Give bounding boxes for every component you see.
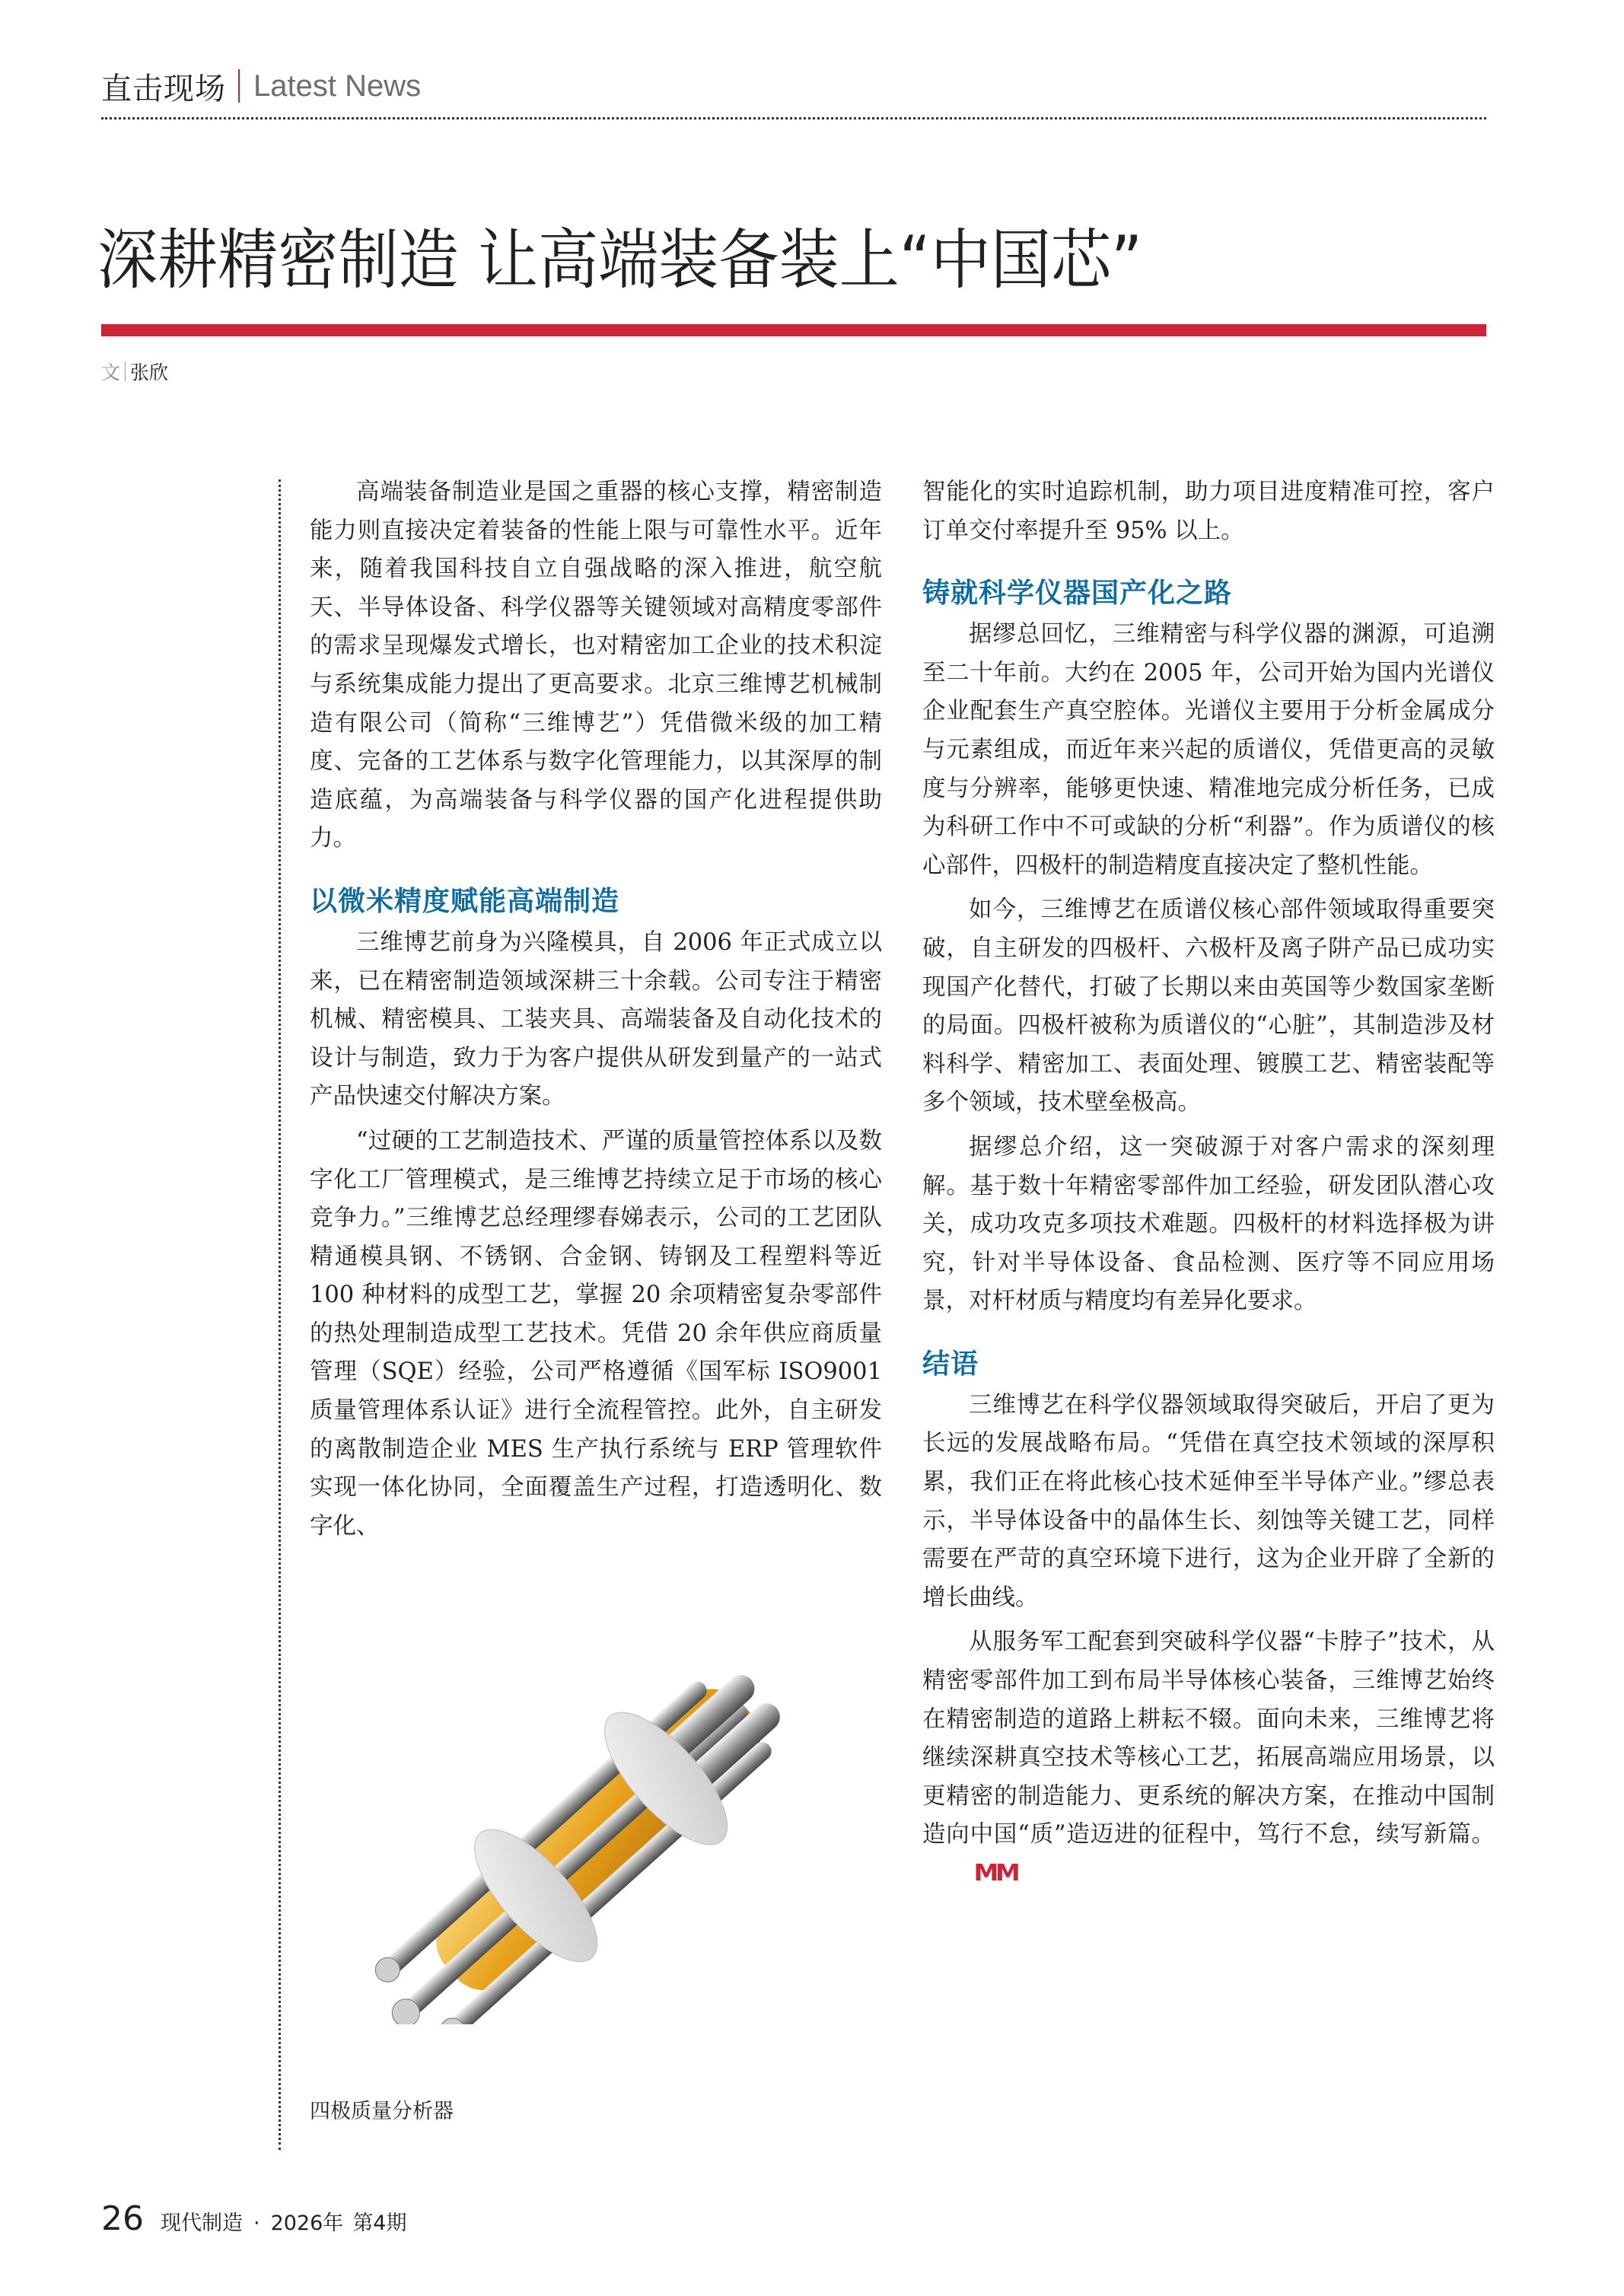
- right-column: [922, 473, 1495, 1900]
- byline: [101, 358, 168, 385]
- product-image: [310, 1659, 882, 2024]
- publication-name: 现代制造: [161, 2212, 243, 2235]
- section1-paragraph-1: 三维博艺前身为兴隆模具，自 2006 年正式成立以来，已在精密制造领域深耕三十余载。公司专注于精密机械、精密模具、工装夹具、高端装备及自动化技术的设计与制造，致力于为客户提供从研发到量产的一站式产品快速交付解决方案。: [310, 928, 882, 1110]
- figure-caption: 四极质量分析器: [310, 2100, 454, 2123]
- header-dotted-rule: [101, 117, 1486, 119]
- section-title-en: Latest News: [253, 68, 422, 103]
- page-footer: [101, 2199, 407, 2238]
- intro-paragraph: 高端装备制造业是国之重器的核心支撑，精密制造能力则直接决定着装备的性能上限与可靠性水平。近年来，随着我国科技自立自强战略的深入推进，航空航天、半导体设备、科学仪器等关键领域对高精度零部件的需求呈现爆发式增长，也对精密加工企业的技术积淀与系统集成能力提出了更高要求。北京三维博艺机械制造有限公司（简称“三维博艺”）凭借微米级的加工精度、完备的工艺体系与数字化管理能力，以其深厚的制造底蕴，为高端装备与科学仪器的国产化进程提供助力。: [310, 479, 882, 852]
- section1-paragraph-2: “过硬的工艺制造技术、严谨的质量管控体系以及数字化工厂管理模式，是三维博艺持续立足于市场的核心竞争力。”三维博艺总经理缪春娣表示，公司的工艺团队精通模具钢、不锈钢、合金钢、铸钢及工程塑料等近 100 种材料的成型工艺，掌握 20 余项精密复杂零部件的热处理制造成型工艺技术。凭借 20 余年供应商质量管理（SQE）经验，公司严格遵循《国军标 ISO9001 质量管理体系认证》进行全流程管控。此外，自主研发的离散制造企业 MES 生产执行系统与 ERP 管理软件实现一体化协同，全面覆盖生产过程，打造透明化、数字化、: [310, 1127, 882, 1540]
- page-number: 26: [101, 2199, 144, 2238]
- section-heading-2: 铸就科学仪器国产化之路: [922, 578, 1233, 610]
- issue-number: 第4期: [352, 2212, 407, 2235]
- section3-paragraph-2: [922, 1623, 1495, 1893]
- footer-separator: ·: [253, 2212, 260, 2235]
- continuation-paragraph: 智能化的实时追踪机制，助力项目进度精准可控，客户订单交付率提升至 95% 以上。: [922, 479, 1495, 544]
- section-separator: [238, 69, 240, 103]
- section2-paragraph-3: 据缪总介绍，这一突破源于对客户需求的深刻理解。基于数十年精密零部件加工经验，研发团队潜心攻关，成功攻克多项技术难题。四极杆的材料选择极为讲究，针对半导体设备、食品检测、医疗等不同应用场景，对杆材质与精度均有差异化要求。: [922, 1133, 1495, 1315]
- column-dotted-divider: [279, 479, 281, 2150]
- byline-author: 张欣: [130, 361, 169, 384]
- section-title-cn: 直击现场: [101, 71, 226, 107]
- mm-end-mark-icon: MM: [973, 1860, 1017, 1887]
- article-title: 深耕精密制造 让高端装备装上“中国芯”: [97, 222, 1143, 298]
- section-header: [101, 59, 421, 113]
- byline-label: 文: [101, 361, 121, 384]
- section2-paragraph-1: 据缪总回忆，三维精密与科学仪器的渊源，可追溯至二十年前。大约在 2005 年，公司开始为国内光谱仪企业配套生产真空腔体。光谱仪主要用于分析金属成分与元素组成，而近年来兴起的质谱仪，凭借更高的灵敏度与分辨率，能够更快速、精准地完成分析任务，已成为科研工作中不可或缺的分析“利器”。作为质谱仪的核心部件，四极杆的制造精度直接决定了整机性能。: [922, 621, 1495, 879]
- issue-year: 2026年: [270, 2212, 344, 2235]
- section-heading-1: 以微米精度赋能高端制造: [310, 885, 620, 917]
- left-column: [310, 473, 882, 1552]
- section-heading-3: 结语: [922, 1348, 979, 1380]
- byline-separator: [125, 361, 126, 381]
- title-red-bar: [101, 324, 1486, 336]
- section2-paragraph-2: 如今，三维博艺在质谱仪核心部件领域取得重要突破，自主研发的四极杆、六极杆及离子阱产品已成功实现国产化替代，打破了长期以来由英国等少数国家垄断的局面。四极杆被称为质谱仪的“心脏”，其制造涉及材料科学、精密加工、表面处理、镀膜工艺、精密装配等多个领域，技术壁垒极高。: [922, 896, 1495, 1116]
- section3-paragraph-1: 三维博艺在科学仪器领域取得突破后，开启了更为长远的发展战略布局。“凭借在真空技术领域的深厚积累，我们正在将此核心技术延伸至半导体产业。”缪总表示，半导体设备中的晶体生长、刻蚀等关键工艺，同样需要在严苛的真空环境下进行，这为企业开辟了全新的增长曲线。: [922, 1391, 1495, 1611]
- quadrupole-mass-analyzer-icon: [310, 1659, 882, 2024]
- section3-paragraph-2-text: 从服务军工配套到突破科学仪器“卡脖子”技术，从精密零部件加工到布局半导体核心装备，三维博艺始终在精密制造的道路上耕耘不辍。面向未来，三维博艺将继续深耕真空技术等核心工艺，拓展高端应用场景，以更精密的制造能力、更系统的解决方案，在推动中国制造向中国“质”造迈进的征程中，笃行不怠，续写新篇。: [922, 1629, 1495, 1849]
